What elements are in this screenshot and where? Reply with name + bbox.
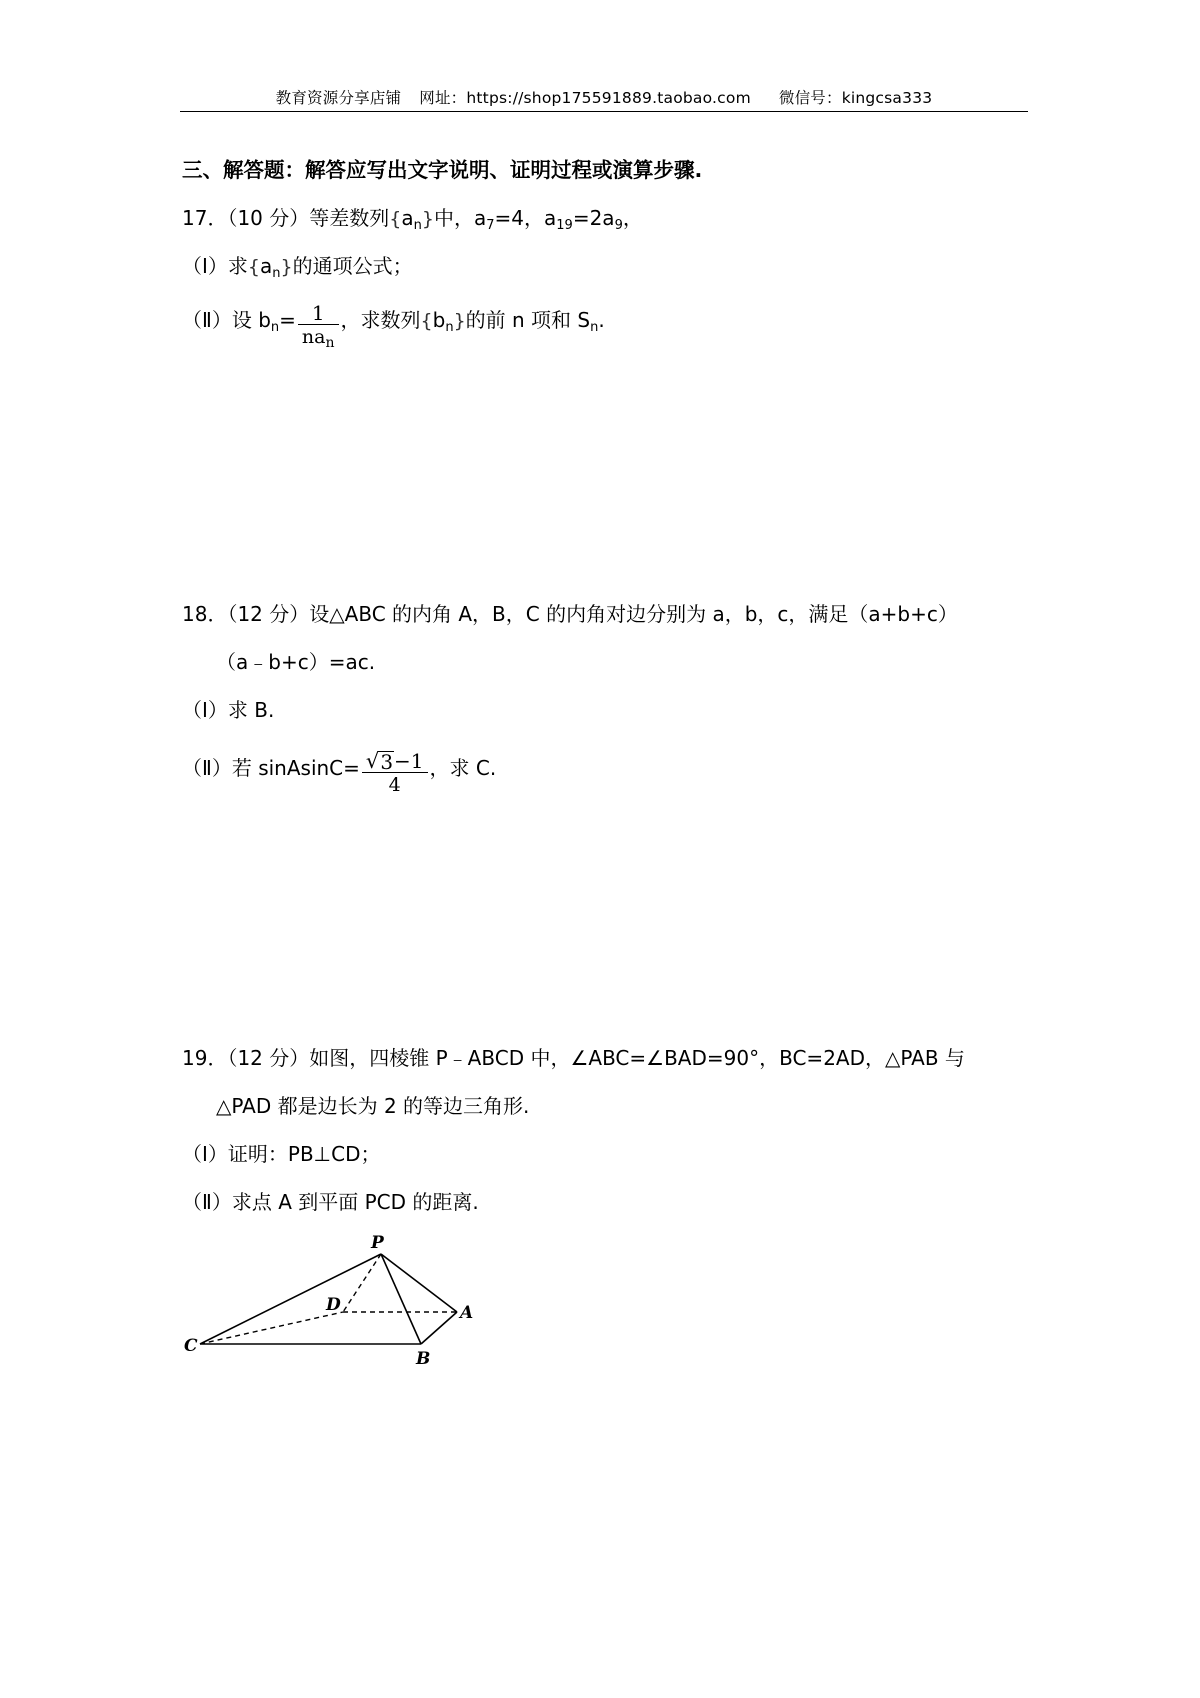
- fraction-1-over-nan: [298, 302, 339, 349]
- part-text: 设 b: [231, 308, 271, 332]
- q17-stem-text: =2a: [572, 206, 615, 230]
- a19-sub: 19: [556, 218, 573, 233]
- vertex-label-a: A: [460, 1303, 474, 1323]
- q17-stem-text: =4，a: [494, 206, 557, 230]
- part-text: .: [598, 308, 605, 332]
- fraction-numerator: [362, 750, 428, 772]
- a7-sub: 7: [486, 218, 495, 233]
- q17-number: 17．: [182, 206, 228, 230]
- header-rule: [180, 111, 1028, 112]
- sqrt-radicand: 3: [380, 750, 394, 774]
- shop-url[interactable]: https://shop175591889.taobao.com: [466, 89, 751, 107]
- q18-stem-line1: [182, 600, 958, 628]
- equals-sign: =: [279, 308, 296, 332]
- part-label: （Ⅰ）: [182, 1142, 228, 1166]
- q19-number: 19．: [182, 1046, 228, 1070]
- fraction-denominator: 4: [388, 774, 401, 796]
- brace-open: {: [420, 310, 433, 332]
- seq-sub: n: [445, 320, 454, 335]
- q19-stem-text: 如图，四棱锥 P﹣ABCD 中，∠ABC=∠BAD=90°，BC=2AD，△PAB 与: [309, 1046, 965, 1070]
- numerator-rest: −1: [394, 749, 424, 773]
- part-label: （Ⅱ）: [182, 1190, 232, 1214]
- sqrt-icon: √: [365, 749, 380, 773]
- part-text: 求 B.: [227, 698, 275, 722]
- denominator-text: na: [301, 326, 326, 348]
- seq-var: a: [260, 254, 273, 278]
- q19-stem-line2: △PAD 都是边长为 2 的等边三角形.: [216, 1094, 530, 1118]
- part-text: 若 sinAsinC=: [231, 756, 360, 780]
- pyramid-diagram: [180, 1228, 480, 1378]
- q19-part2: [182, 1188, 479, 1216]
- pyramid-figure: [180, 1228, 480, 1382]
- part-text: 求: [227, 254, 248, 278]
- part-label: （Ⅰ）: [182, 254, 228, 278]
- part-label: （Ⅰ）: [182, 698, 228, 722]
- q17-stem-text: ，: [622, 206, 643, 230]
- part-label: （Ⅱ）: [182, 756, 232, 780]
- brace-close: }: [421, 208, 434, 230]
- q17-points: （10 分）: [227, 206, 310, 230]
- q17-stem: [182, 204, 643, 233]
- q18-part1: [182, 696, 274, 724]
- denominator-sub: n: [325, 335, 335, 351]
- a9-sub: 9: [614, 218, 623, 233]
- brace-open: {: [247, 256, 260, 278]
- vertex-label-d: D: [326, 1295, 341, 1315]
- part-label: （Ⅱ）: [182, 308, 232, 332]
- q18-stem-text: 设△ABC 的内角 A，B，C 的内角对边分别为 a，b，c，满足（a+b+c）: [309, 602, 958, 626]
- seq-sub: n: [413, 218, 422, 233]
- q17-stem-text: 中，a: [433, 206, 487, 230]
- bn-sub: n: [270, 320, 280, 335]
- q18-number: 18．: [182, 602, 228, 626]
- part-text: 求点 A 到平面 PCD 的距离.: [231, 1190, 479, 1214]
- wechat-label: 微信号：: [778, 89, 842, 107]
- edge-pa: [381, 1254, 457, 1312]
- q17-part1: [182, 252, 413, 281]
- edge-pb: [381, 1254, 421, 1344]
- brace-open: {: [389, 208, 402, 230]
- q17-stem-text: 等差数列: [309, 206, 390, 230]
- wechat-id: kingcsa333: [841, 89, 933, 107]
- part-text: ，求数列: [340, 308, 421, 332]
- sn-sub: n: [590, 320, 599, 335]
- brace-close: }: [453, 310, 466, 332]
- brace-close: }: [280, 256, 293, 278]
- q18-stem-line2: （a﹣b+c）=ac.: [216, 650, 376, 674]
- sqrt-expression: [366, 750, 394, 772]
- q19-stem-line1: [182, 1044, 965, 1072]
- vertex-label-c: C: [184, 1336, 198, 1356]
- part-text: ，求 C.: [429, 756, 497, 780]
- vertex-label-p: P: [371, 1233, 384, 1253]
- shop-name: 教育资源分享店铺: [275, 89, 402, 107]
- page-header: [180, 86, 1028, 108]
- q19-part1: [182, 1140, 380, 1168]
- q19-points: （12 分）: [227, 1046, 310, 1070]
- edge-cd: [200, 1312, 343, 1344]
- part-text: 证明：PB⊥CD；: [227, 1142, 381, 1166]
- q18-part2: [182, 746, 497, 796]
- seq-var: b: [432, 308, 446, 332]
- vertex-label-b: B: [416, 1349, 431, 1369]
- part-text: 的通项公式；: [292, 254, 413, 278]
- fraction-sqrt3-minus-1-over-4: [362, 750, 428, 797]
- fraction-numerator: 1: [311, 301, 325, 325]
- q17-part2: [182, 298, 605, 351]
- url-label: 网址：: [419, 89, 467, 107]
- edge-pc: [200, 1254, 381, 1344]
- section-title: 三、解答题：解答应写出文字说明、证明过程或演算步骤.: [182, 158, 703, 182]
- fraction-denominator: [298, 325, 339, 349]
- part-text: 的前 n 项和 S: [465, 308, 591, 332]
- edge-ba: [421, 1312, 457, 1344]
- seq-var: a: [401, 206, 414, 230]
- seq-sub: n: [272, 266, 281, 281]
- q18-points: （12 分）: [227, 602, 310, 626]
